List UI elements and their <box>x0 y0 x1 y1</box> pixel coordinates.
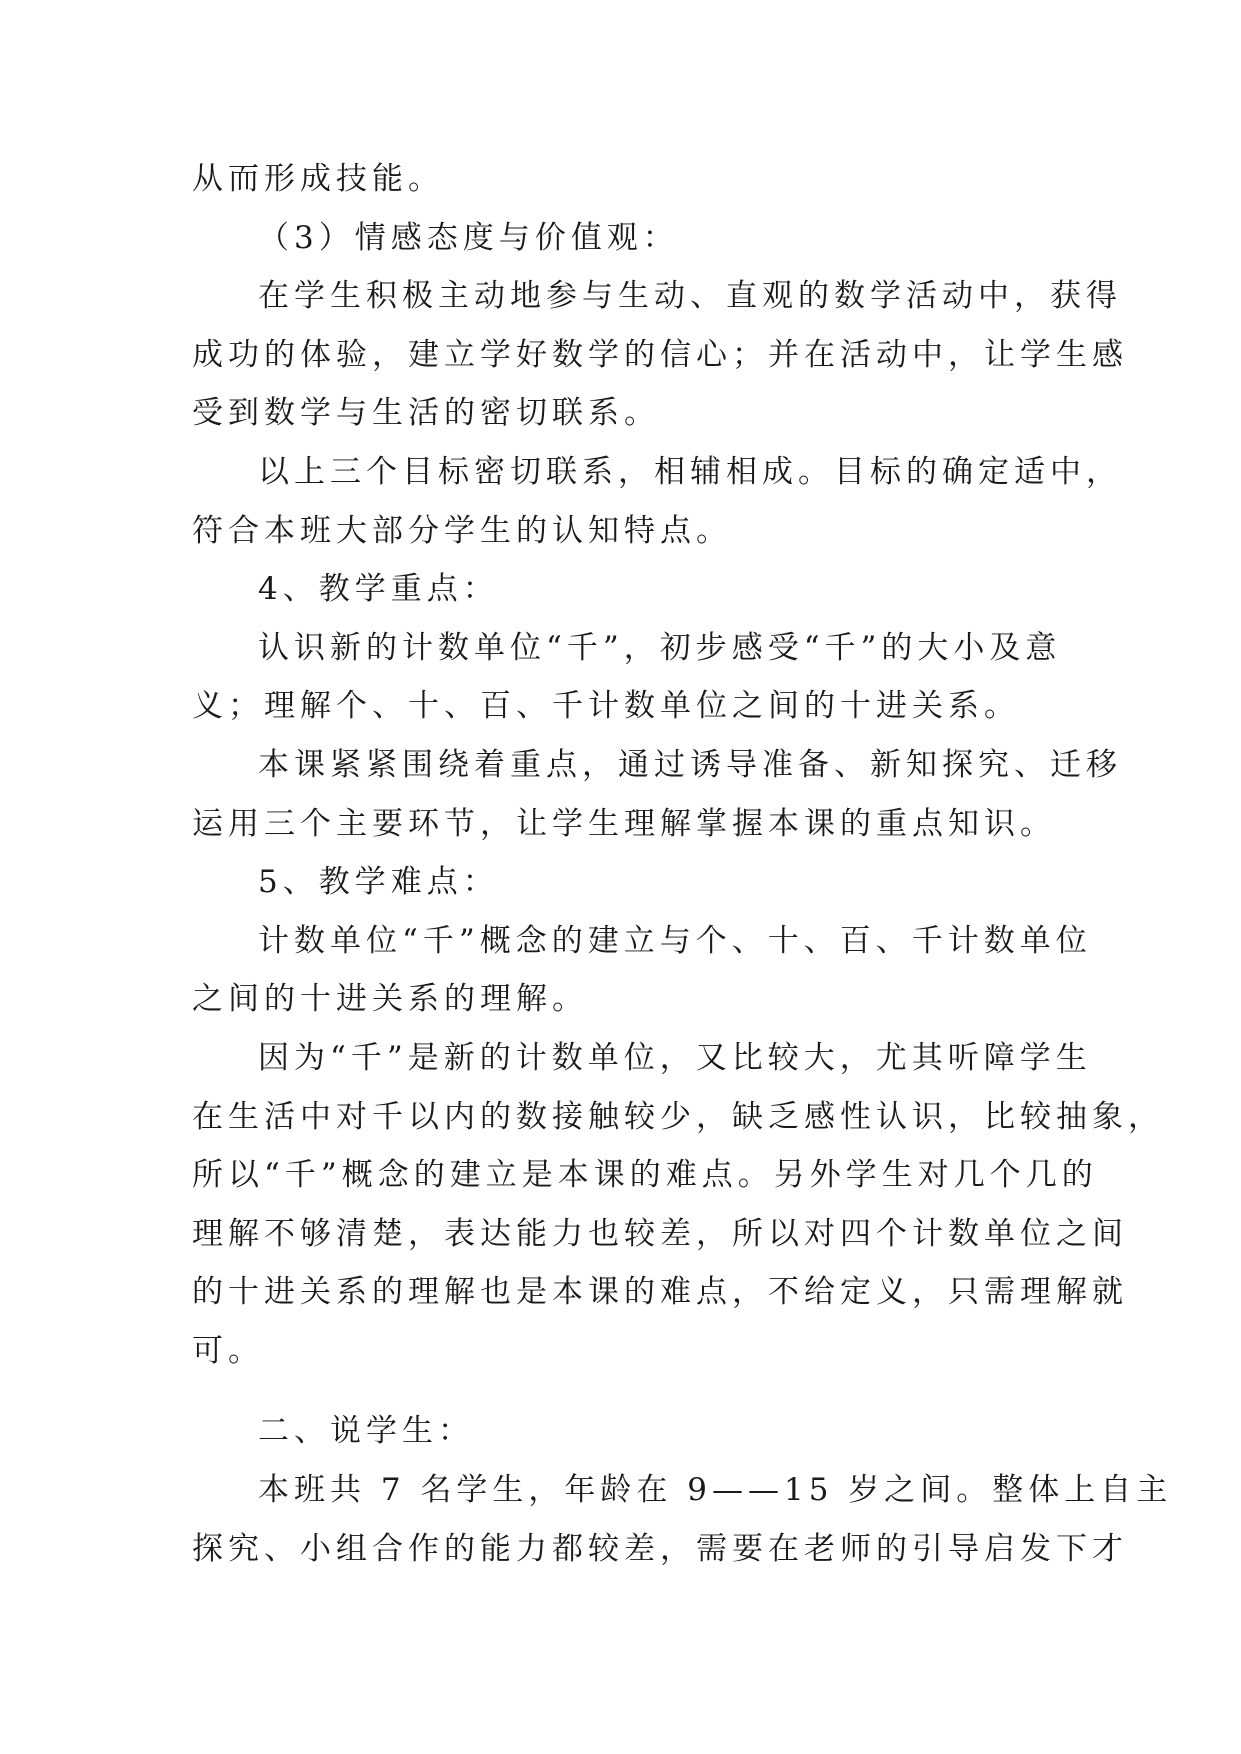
paragraph-line: 符合本班大部分学生的认知特点。 <box>192 512 732 549</box>
paragraph-line: 之间的十进关系的理解。 <box>192 981 588 1018</box>
paragraph-line: 探究、小组合作的能力都较差，需要在老师的引导启发下才 <box>192 1530 1128 1567</box>
paragraph-line: 本班共 7 名学生，年龄在 9——15 岁之间。整体上自主 <box>258 1472 1173 1509</box>
paragraph-line: 受到数学与生活的密切联系。 <box>192 395 660 432</box>
paragraph-line: 在学生积极主动地参与生动、直观的数学活动中，获得 <box>258 278 1122 315</box>
heading-teaching-focus: 4、教学重点： <box>258 571 499 608</box>
paragraph-line: 可。 <box>192 1332 264 1369</box>
paragraph-line: 运用三个主要环节，让学生理解掌握本课的重点知识。 <box>192 805 1056 842</box>
paragraph-line: 本课紧紧围绕着重点，通过诱导准备、新知探究、迁移 <box>258 746 1122 783</box>
paragraph-gap <box>192 1380 1058 1402</box>
paragraph-line: 以上三个目标密切联系，相辅相成。目标的确定适中， <box>258 453 1122 490</box>
subheading-affect-values: （3）情感态度与价值观： <box>258 219 679 256</box>
document-body <box>192 150 1173 1578</box>
paragraph-line: 在生活中对千以内的数接触较少，缺乏感性认识，比较抽象， <box>192 1098 1164 1135</box>
paragraph-line: 认识新的计数单位“千”，初步感受“千”的大小及意 <box>258 629 1062 666</box>
paragraph-line: 因为“千”是新的计数单位，又比较大，尤其听障学生 <box>258 1039 1092 1076</box>
paragraph-line: 成功的体验，建立学好数学的信心；并在活动中，让学生感 <box>192 336 1128 373</box>
paragraph-line: 理解不够清楚，表达能力也较差，所以对四个计数单位之间 <box>192 1215 1128 1252</box>
heading-students: 二、说学生： <box>258 1413 474 1450</box>
heading-teaching-difficulty: 5、教学难点： <box>258 864 499 901</box>
paragraph-line: 计数单位“千”概念的建立与个、十、百、千计数单位 <box>258 922 1092 959</box>
paragraph-line: 从而形成技能。 <box>192 161 444 197</box>
paragraph-line: 的十进关系的理解也是本课的难点，不给定义，只需理解就 <box>192 1274 1128 1311</box>
paragraph-line: 所以“千”概念的建立是本课的难点。另外学生对几个几的 <box>192 1157 1098 1194</box>
paragraph-line: 义；理解个、十、百、千计数单位之间的十进关系。 <box>192 688 1020 725</box>
